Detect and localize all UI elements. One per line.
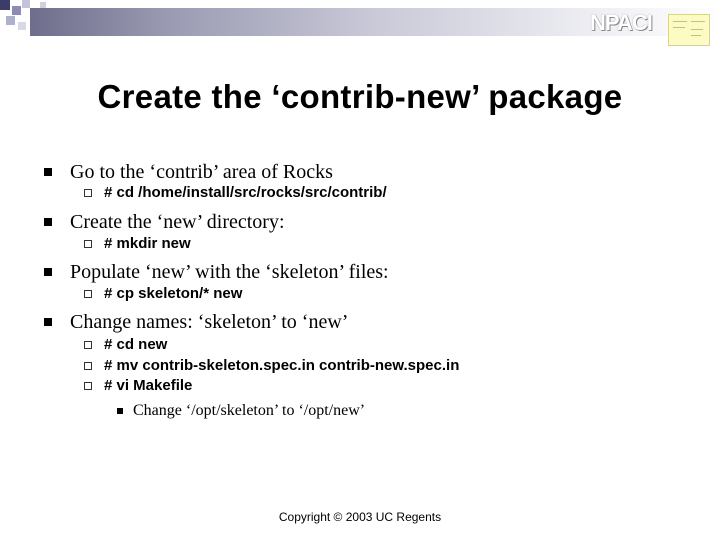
sub-bullet-box-icon (84, 189, 92, 197)
bullet-square-icon (44, 268, 52, 276)
command-text: # mkdir new (104, 235, 191, 252)
sub-bullet-box-icon (84, 362, 92, 370)
command-text: # cp skeleton/* new (104, 285, 243, 302)
command-text: # cd new (104, 336, 168, 353)
slide-title: Create the ‘contrib-new’ package (97, 78, 623, 115)
sub-sub-bullet-text: Change ‘/opt/skeleton’ to ‘/opt/new’ (133, 402, 366, 419)
sub-bullet-box-icon (84, 290, 92, 298)
bullet-square-icon (44, 168, 52, 176)
command-text: # mv contrib-skeleton.spec.in contrib-new.spec.in (104, 357, 460, 374)
command-text: # vi Makefile (104, 377, 193, 394)
bullet-text: Create the ‘new’ directory: (70, 211, 285, 233)
sub-sub-bullet-square-icon (117, 408, 123, 414)
sub-bullet-box-icon (84, 240, 92, 248)
command-text: # cd /home/install/src/rocks/src/contrib/ (104, 184, 387, 201)
npaci-logo: NPACI (590, 10, 652, 35)
bullet-text: Change names: ‘skeleton’ to ‘new’ (70, 311, 349, 333)
sub-bullet-box-icon (84, 341, 92, 349)
bullet-square-icon (44, 318, 52, 326)
copyright-footer: Copyright © 2003 UC Regents (278, 510, 442, 524)
bullet-text: Go to the ‘contrib’ area of Rocks (70, 161, 333, 183)
bullet-text: Populate ‘new’ with the ‘skeleton’ files: (70, 261, 389, 283)
sub-bullet-box-icon (84, 382, 92, 390)
bullet-square-icon (44, 218, 52, 226)
sticky-note-icon (668, 14, 710, 46)
